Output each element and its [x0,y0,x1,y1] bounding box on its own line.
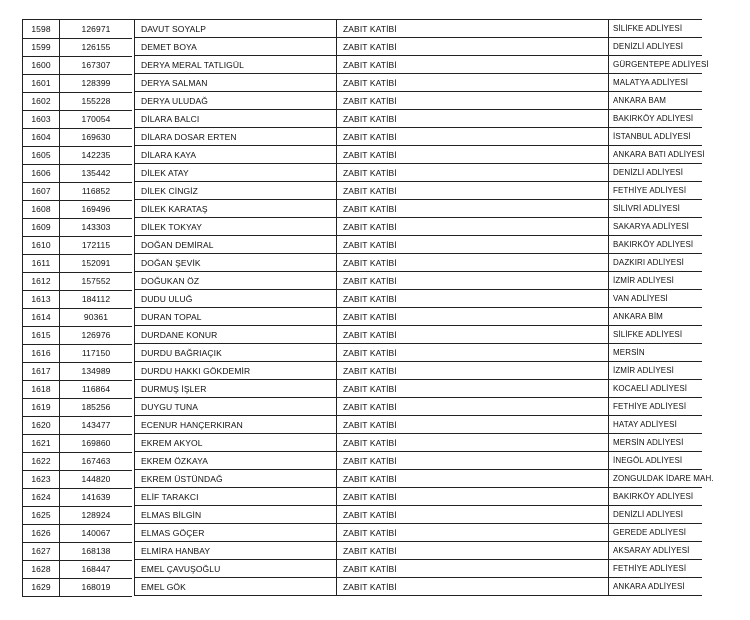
job-title: ZABIT KATİBİ [336,128,608,146]
assigned-office: BAKIRKÖY ADLİYESİ [608,110,702,128]
job-title: ZABIT KATİBİ [336,470,608,488]
record-id: 168019 [60,578,132,597]
person-name: DERYA MERAL TATLIGÜL [134,56,344,74]
assigned-office: MERSİN [608,344,702,362]
record-id: 168138 [60,542,132,561]
table-row [0,236,750,254]
job-title: ZABIT KATİBİ [336,344,608,362]
person-name: EKREM ÖZKAYA [134,452,344,470]
job-title: ZABIT KATİBİ [336,146,608,164]
assigned-office: FETHİYE ADLİYESİ [608,560,702,578]
person-name: DERYA ULUDAĞ [134,92,344,110]
job-title: ZABIT KATİBİ [336,560,608,578]
person-name: EKREM ÜSTÜNDAĞ [134,470,344,488]
person-name: DUDU ULUĞ [134,290,344,308]
person-name: DİLARA DOSAR ERTEN [134,128,344,146]
row-number: 1616 [22,344,60,363]
row-number: 1601 [22,74,60,93]
assigned-office: İSTANBUL ADLİYESİ [608,128,702,146]
table-row [0,578,750,596]
assigned-office: ANKARA ADLİYESİ [608,578,702,596]
table-row [0,146,750,164]
assigned-office: FETHİYE ADLİYESİ [608,182,702,200]
assigned-office: GEREDE ADLİYESİ [608,524,702,542]
row-number: 1605 [22,146,60,165]
job-title: ZABIT KATİBİ [336,452,608,470]
assigned-office: DENİZLİ ADLİYESİ [608,506,702,524]
row-number: 1613 [22,290,60,309]
assigned-office: HATAY ADLİYESİ [608,416,702,434]
row-number: 1625 [22,506,60,525]
table-row [0,542,750,560]
assigned-office: BAKIRKÖY ADLİYESİ [608,236,702,254]
row-number: 1618 [22,380,60,399]
person-name: EMEL ÇAVUŞOĞLU [134,560,344,578]
person-name: DİLEK CİNGİZ [134,182,344,200]
assigned-office: VAN ADLİYESİ [608,290,702,308]
row-number: 1600 [22,56,60,75]
row-number: 1608 [22,200,60,219]
job-title: ZABIT KATİBİ [336,200,608,218]
row-number: 1606 [22,164,60,183]
job-title: ZABIT KATİBİ [336,290,608,308]
assigned-office: BAKIRKÖY ADLİYESİ [608,488,702,506]
table-row [0,506,750,524]
person-name: DİLEK TOKYAY [134,218,344,236]
table-top-border [22,19,702,20]
record-id: 126155 [60,38,132,57]
table-row [0,470,750,488]
record-id: 90361 [60,308,132,327]
person-name: DİLARA BALCI [134,110,344,128]
person-name: ELMAS GÖÇER [134,524,344,542]
table-row [0,110,750,128]
person-name: EMEL GÖK [134,578,344,596]
person-name: DUYGU TUNA [134,398,344,416]
record-id: 141639 [60,488,132,507]
person-name: DOĞAN DEMİRAL [134,236,344,254]
record-id: 144820 [60,470,132,489]
assigned-office: DENİZLİ ADLİYESİ [608,38,702,56]
record-id: 143303 [60,218,132,237]
row-number: 1623 [22,470,60,489]
row-number: 1599 [22,38,60,57]
table-row [0,254,750,272]
person-name: ELMİRA HANBAY [134,542,344,560]
row-number: 1603 [22,110,60,129]
job-title: ZABIT KATİBİ [336,74,608,92]
table-row [0,362,750,380]
row-number: 1626 [22,524,60,543]
assigned-office: İNEGÖL ADLİYESİ [608,452,702,470]
table-row [0,326,750,344]
table-row [0,218,750,236]
assigned-office: ANKARA BİM [608,308,702,326]
job-title: ZABIT KATİBİ [336,488,608,506]
assigned-office: AKSARAY ADLİYESİ [608,542,702,560]
row-number: 1619 [22,398,60,417]
person-name: DERYA SALMAN [134,74,344,92]
table-row [0,380,750,398]
row-number: 1617 [22,362,60,381]
job-title: ZABIT KATİBİ [336,164,608,182]
row-number: 1607 [22,182,60,201]
job-title: ZABIT KATİBİ [336,308,608,326]
assigned-office: MERSİN ADLİYESİ [608,434,702,452]
table-row [0,488,750,506]
record-id: 167307 [60,56,132,75]
assigned-office: ZONGULDAK İDARE MAH. [608,470,702,488]
assigned-office: İZMİR ADLİYESİ [608,272,702,290]
person-name: ECENUR HANÇERKIRAN [134,416,344,434]
person-name: DİLEK KARATAŞ [134,200,344,218]
assigned-office: ANKARA BAM [608,92,702,110]
table-row [0,128,750,146]
job-title: ZABIT KATİBİ [336,398,608,416]
assigned-office: SAKARYA ADLİYESİ [608,218,702,236]
table-row [0,200,750,218]
row-number: 1615 [22,326,60,345]
table-row [0,398,750,416]
row-number: 1612 [22,272,60,291]
record-id: 116864 [60,380,132,399]
table-row [0,20,750,38]
table-row [0,308,750,326]
person-name: DURMUŞ İŞLER [134,380,344,398]
record-id: 142235 [60,146,132,165]
assigned-office: DENİZLİ ADLİYESİ [608,164,702,182]
row-number: 1622 [22,452,60,471]
record-id: 126976 [60,326,132,345]
assigned-office: SİLİFKE ADLİYESİ [608,326,702,344]
record-id: 185256 [60,398,132,417]
job-title: ZABIT KATİBİ [336,56,608,74]
assigned-office: KOCAELİ ADLİYESİ [608,380,702,398]
job-title: ZABIT KATİBİ [336,380,608,398]
record-id: 128399 [60,74,132,93]
table-row [0,344,750,362]
job-title: ZABIT KATİBİ [336,272,608,290]
person-name: DİLEK ATAY [134,164,344,182]
assigned-office: GÜRGENTEPE ADLİYESİ [608,56,702,74]
table-row [0,452,750,470]
table-row [0,272,750,290]
person-name: DİLARA KAYA [134,146,344,164]
table-row [0,434,750,452]
record-id: 169630 [60,128,132,147]
row-number: 1604 [22,128,60,147]
record-id: 126971 [60,20,132,39]
job-title: ZABIT KATİBİ [336,110,608,128]
person-name: DURDANE KONUR [134,326,344,344]
job-title: ZABIT KATİBİ [336,578,608,596]
record-id: 157552 [60,272,132,291]
table-row [0,92,750,110]
job-title: ZABIT KATİBİ [336,254,608,272]
job-title: ZABIT KATİBİ [336,434,608,452]
row-number: 1611 [22,254,60,273]
record-id: 135442 [60,164,132,183]
assigned-office: MALATYA ADLİYESİ [608,74,702,92]
assigned-office: İZMİR ADLİYESİ [608,362,702,380]
person-name: DURDU HAKKI GÖKDEMİR [134,362,344,380]
table-row [0,416,750,434]
job-title: ZABIT KATİBİ [336,524,608,542]
row-number: 1598 [22,20,60,39]
row-number: 1620 [22,416,60,435]
person-name: DURAN TOPAL [134,308,344,326]
record-id: 117150 [60,344,132,363]
table-row [0,560,750,578]
record-id: 128924 [60,506,132,525]
person-name: ELİF TARAKCI [134,488,344,506]
person-name: DEMET BOYA [134,38,344,56]
table-row [0,182,750,200]
row-number: 1609 [22,218,60,237]
record-id: 168447 [60,560,132,579]
table-row [0,164,750,182]
record-id: 169860 [60,434,132,453]
table-row [0,56,750,74]
job-title: ZABIT KATİBİ [336,506,608,524]
row-number: 1610 [22,236,60,255]
record-id: 134989 [60,362,132,381]
person-name: DOĞAN ŞEVİK [134,254,344,272]
row-number: 1624 [22,488,60,507]
record-id: 167463 [60,452,132,471]
person-name: DOĞUKAN ÖZ [134,272,344,290]
job-title: ZABIT KATİBİ [336,92,608,110]
record-id: 184112 [60,290,132,309]
person-name: DURDU BAĞRIAÇIK [134,344,344,362]
row-number: 1627 [22,542,60,561]
job-title: ZABIT KATİBİ [336,236,608,254]
record-id: 152091 [60,254,132,273]
job-title: ZABIT KATİBİ [336,416,608,434]
person-name: EKREM AKYOL [134,434,344,452]
person-name: DAVUT SOYALP [134,20,344,38]
table-row [0,524,750,542]
job-title: ZABIT KATİBİ [336,542,608,560]
row-number: 1602 [22,92,60,111]
record-id: 140067 [60,524,132,543]
row-number: 1628 [22,560,60,579]
record-id: 143477 [60,416,132,435]
assigned-office: SİLİVRİ ADLİYESİ [608,200,702,218]
assigned-office: FETHİYE ADLİYESİ [608,398,702,416]
job-title: ZABIT KATİBİ [336,218,608,236]
job-title: ZABIT KATİBİ [336,20,608,38]
table-row [0,74,750,92]
table-row [0,38,750,56]
assigned-office: ANKARA BATI ADLİYESİ [608,146,702,164]
row-number: 1621 [22,434,60,453]
record-id: 116852 [60,182,132,201]
table-row [0,290,750,308]
job-title: ZABIT KATİBİ [336,182,608,200]
person-name: ELMAS BİLGİN [134,506,344,524]
job-title: ZABIT KATİBİ [336,38,608,56]
record-id: 169496 [60,200,132,219]
assigned-office: SİLİFKE ADLİYESİ [608,20,702,38]
record-id: 155228 [60,92,132,111]
record-id: 172115 [60,236,132,255]
record-id: 170054 [60,110,132,129]
row-number: 1629 [22,578,60,597]
job-title: ZABIT KATİBİ [336,326,608,344]
job-title: ZABIT KATİBİ [336,362,608,380]
assigned-office: DAZKIRI ADLİYESİ [608,254,702,272]
row-number: 1614 [22,308,60,327]
